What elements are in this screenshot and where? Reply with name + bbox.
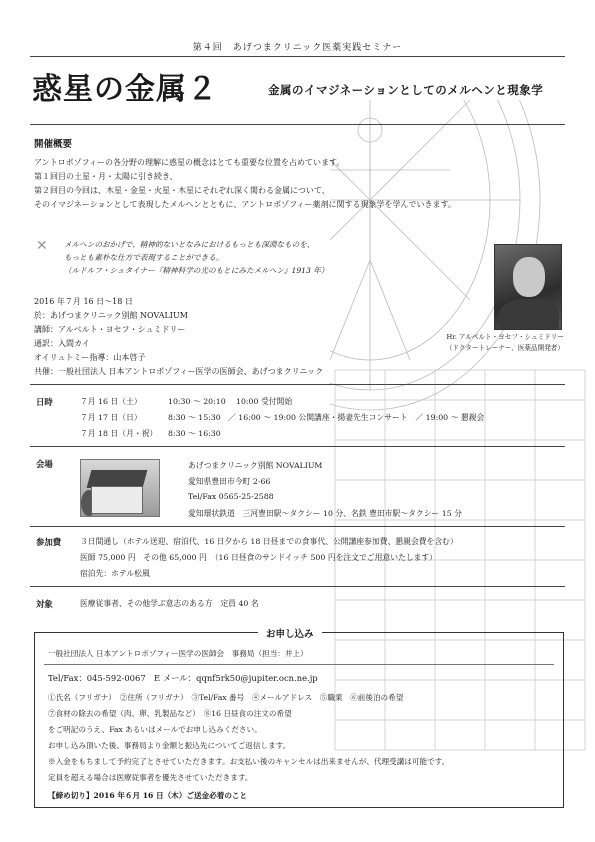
- caption-name: Hr. アルベルト・ヨセフ・シュミドリー: [446, 333, 564, 341]
- caption-role: （ドクタートレーナー、医薬品開発者）: [445, 344, 564, 352]
- schedule-note-1: 10:00 受付開始: [236, 397, 293, 406]
- application-contact: Tel/Fax：045-592-0067 E メール：qqnf5rk50@jupiter.ocn.ne.jp: [48, 673, 318, 683]
- schedule-divider: [30, 384, 565, 385]
- steiner-quote: [64, 238, 328, 277]
- event-interpreter: 通訳：入間カイ: [34, 339, 90, 348]
- venue-photo: [80, 459, 160, 517]
- event-lecturer: 講師：アルベルト・ヨセフ・シュミドリー: [34, 325, 186, 334]
- overview-line: 第２回目の今回は、木星・金星・火星・木星にそれぞれ深く関わる金属について、: [34, 186, 330, 195]
- page-title: 惑星の金属２: [32, 72, 218, 107]
- target-text: 医療従事者、その他学ぶ意志のある方 定員 40 名: [80, 599, 259, 608]
- application-items-1: ①氏名（フリガナ） ②住所（フリガナ） ③Tel/Fax 番号 ④メールアドレス ⑤職業 ⑥前後泊の希望: [48, 693, 404, 702]
- lecturer-photo: [494, 244, 562, 330]
- application-divider: [44, 664, 554, 665]
- venue-name: あげつまクリニック別館 NOVALIUM: [188, 461, 323, 470]
- fee-line-1: ３日間通し（ホテル送迎、宿泊代、16 日夕から 18 日昼までの食事代、公開講座参加費、懇親会費を含む）: [80, 537, 458, 546]
- venue-address: 愛知県豊田市今町 2-66: [188, 477, 271, 486]
- lecturer-photo-caption: [424, 332, 564, 354]
- event-eurythmy: オイリュトミー指導：山本啓子: [34, 353, 146, 362]
- schedule-note-2: ／ 16:00 〜 19:00 公開講座・揚妻先生コンサート ／ 19:00 〜 懇親会: [228, 413, 485, 422]
- fee-line-3: 宿泊先：ホテル松風: [80, 569, 150, 578]
- schedule-time-1: 10:30 〜 20:10: [168, 397, 226, 406]
- application-org: 一般社団法人 日本アントロポゾフィー医学の医師会 事務局（担当：井上）: [48, 649, 308, 658]
- target-divider: [30, 586, 565, 587]
- venue-tel: Tel/Fax 0565-25-2588: [188, 492, 274, 501]
- quote-mark-icon: ✕: [36, 238, 48, 254]
- venue-label: 会場: [36, 459, 53, 469]
- page-subtitle: 金属のイマジネーションとしてのメルヘンと現象学: [268, 83, 544, 97]
- schedule-time-3: 8:30 〜 16:30: [168, 429, 221, 438]
- target-label: 対象: [36, 599, 53, 609]
- overview-line: アントロポゾフィーの各分野の理解に惑星の概念はとても重要な位置を占めています。: [34, 158, 345, 167]
- application-title: お申し込み: [258, 626, 322, 640]
- quote-line: （ルドルフ・シュタイナー『精神科学の光のもとにみたメルヘン』1913 年）: [64, 266, 329, 275]
- quote-line: もっとも素朴な仕方で表現することができる。: [64, 253, 224, 262]
- event-venue: 於：あげつまクリニック別館 NOVALIUM: [34, 311, 188, 320]
- application-note-1: をご明記のうえ、Fax あるいはメールでお申し込みください。: [48, 725, 262, 734]
- application-note-4: 定員を超える場合は医療従事者を優先させていただきます。: [48, 773, 253, 782]
- seminar-series-label: 第４回 あげつまクリニック医薬実践セミナー: [192, 43, 403, 53]
- overview-text: [34, 156, 456, 212]
- schedule-day-1: ７月 16 日（土）: [80, 397, 142, 406]
- event-date: 2016 年７月 16 日〜18 日: [34, 297, 133, 306]
- application-deadline: 【締め切り】2016 年６月 16 日（木）ご送金必着のこと: [48, 791, 248, 800]
- quote-line: メルヘンのおかげで、精神的ないとなみにおけるもっとも深淵なものを、: [64, 240, 315, 249]
- schedule-day-3: ７月 18 日（月・祝）: [80, 429, 158, 438]
- fee-label: 参加費: [36, 537, 62, 547]
- header-divider: [30, 56, 565, 57]
- overview-heading: 開催概要: [34, 139, 73, 150]
- venue-access: 愛知環状鉄道 三河豊田駅〜タクシー 10 分、名鉄 豊田市駅〜タクシー 15 分: [188, 509, 462, 518]
- schedule-time-2: 8:30 〜 15:30: [168, 413, 221, 422]
- schedule-day-2: ７月 17 日（日）: [80, 413, 142, 422]
- application-items-2: ⑦食材の除去の希望（肉、卵、乳製品など） ⑧16 日昼食の注文の希望: [48, 709, 292, 718]
- application-note-3: ※入金をもちまして予約完了とさせていただきます。お支払い後のキャンセルは出来ませんが、代理受講は可能です。: [48, 757, 450, 766]
- schedule-label: 日時: [36, 397, 53, 407]
- fee-line-2: 医師 75,000 円 その他 65,000 円 （16 日昼食のサンドイッチ 500 円を注文でご用意いたします）: [80, 553, 437, 562]
- overview-line: 第１回目の土星・月・太陽に引き続き、: [34, 172, 178, 181]
- venue-divider: [30, 446, 565, 447]
- application-note-2: お申し込み頂いた後、事務局より金額と振込先についてご返信します。: [48, 741, 291, 750]
- event-cosponsor: 共催：一般社団法人 日本アントロポゾフィー医学の医師会、あげつまクリニック: [34, 367, 324, 376]
- fee-divider: [30, 526, 565, 527]
- overview-line: そのイマジネーションとして表現したメルヘンとともに、アントロポゾフィー薬剤に関する現象学を学んでいきます。: [34, 200, 456, 209]
- title-divider: [30, 124, 565, 125]
